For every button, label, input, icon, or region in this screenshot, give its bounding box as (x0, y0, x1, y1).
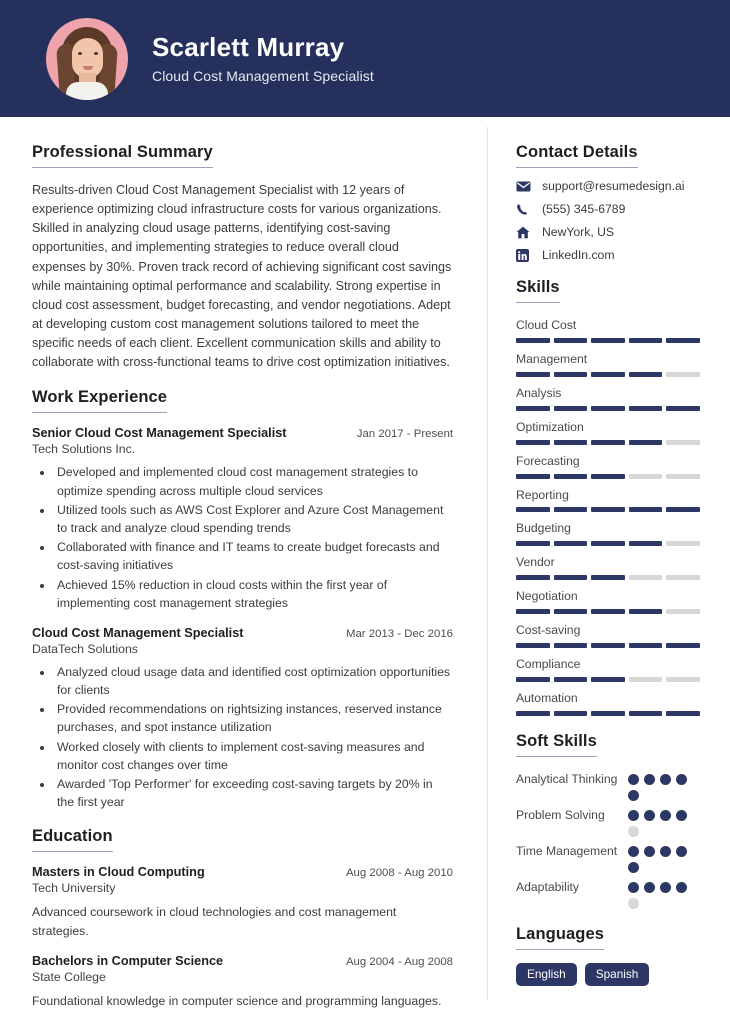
rating-dot (628, 882, 639, 893)
soft-skill-label: Problem Solving (516, 807, 605, 822)
contact-linkedin-value: LinkedIn.com (542, 248, 615, 262)
section-title-contact: Contact Details (516, 143, 638, 168)
rating-dot (628, 898, 639, 909)
job-bullet: • Developed and implemented cloud cost management strategies to optimize spending across multiple cloud services (54, 463, 453, 499)
job-company: DataTech Solutions (32, 641, 138, 656)
skill-level-bar (516, 575, 700, 580)
job-bullet: • Collaborated with finance and IT teams to create budget forecasts and cost-saving initiatives (54, 538, 453, 574)
skill-label: Vendor (516, 555, 555, 570)
soft-skill-row (516, 770, 700, 801)
rating-dot (676, 846, 687, 857)
skill-segment (629, 643, 663, 648)
skill-row (516, 689, 700, 716)
contact-location-value: NewYork, US (542, 225, 615, 239)
experience-entry (32, 426, 453, 612)
skill-segment (591, 541, 625, 546)
skill-level-bar (516, 507, 700, 512)
job-bullet-list (32, 663, 453, 812)
skill-segment (629, 474, 663, 479)
skill-level-bar (516, 338, 700, 343)
skill-segment (591, 643, 625, 648)
rating-dot (628, 790, 639, 801)
skill-segment (554, 677, 588, 682)
skill-row (516, 486, 700, 513)
skill-segment (629, 677, 663, 682)
skill-segment (516, 711, 550, 716)
section-title-soft-skills: Soft Skills (516, 732, 597, 757)
rating-dot (644, 846, 655, 857)
rating-dot (660, 774, 671, 785)
soft-skill-rating (628, 806, 700, 837)
skill-label: Optimization (516, 419, 584, 434)
skill-segment (516, 677, 550, 682)
education-entry (32, 865, 453, 940)
skill-segment (666, 406, 700, 411)
skill-segment (666, 541, 700, 546)
job-bullet-list (32, 463, 453, 612)
resume-body (0, 117, 730, 1024)
soft-skill-rating (628, 842, 700, 873)
rating-dot (644, 882, 655, 893)
degree-description: Foundational knowledge in computer science and programming languages. (32, 994, 442, 1009)
degree-title: Masters in Cloud Computing (32, 865, 205, 880)
school-name: State College (32, 970, 106, 985)
skill-segment (591, 338, 625, 343)
skill-row (516, 384, 700, 411)
skill-segment (591, 440, 625, 445)
skill-row (516, 655, 700, 682)
contact-item-location[interactable] (516, 225, 700, 239)
avatar-eye-right (94, 52, 98, 55)
header-text-block (152, 33, 374, 85)
experience-entry-header (32, 626, 453, 640)
resume-header (0, 0, 730, 117)
skill-segment (629, 507, 663, 512)
education-entry-header (32, 954, 453, 968)
skill-segment (554, 541, 588, 546)
rating-dot (676, 882, 687, 893)
rating-dot (628, 846, 639, 857)
skill-segment (516, 643, 550, 648)
degree-title: Bachelors in Computer Science (32, 954, 224, 969)
skill-level-bar (516, 474, 700, 479)
skill-segment (591, 711, 625, 716)
job-bullet: • Awarded 'Top Performer' for exceeding cost-saving targets by 20% in the first year (54, 775, 453, 811)
candidate-role: Cloud Cost Management Specialist (152, 68, 374, 85)
main-column (0, 117, 487, 1024)
skill-segment (629, 541, 663, 546)
skill-label: Automation (516, 690, 578, 705)
rating-dot (628, 826, 639, 837)
job-date: Mar 2013 - Dec 2016 (345, 627, 453, 640)
section-contact-details (516, 143, 700, 262)
skill-segment (666, 474, 700, 479)
soft-skill-label: Time Management (516, 843, 618, 858)
education-entry-header (32, 865, 453, 879)
summary-text: Results-driven Cloud Cost Management Specialist with 12 years of experience optimizing cloud infrastructure costs for various organizations. Skilled in analyzing cloud usage patterns, identifying cost-saving opportunities, and implementing strategies to reduce overall cloud expenses by 30%. Proven track record of achieving significant cost savings while maintaining optimal performance and scalability. Strong expertise in cloud cost assessment, budget forecasting, and vendor negotiations. Adept at developing custom cost management solutions tailored to meet the specific needs of each client. Excellent communication skills and ability to collaborate with cross-functional teams to drive cost optimization initiatives. (32, 183, 452, 370)
skill-segment (591, 575, 625, 580)
soft-skill-rating (628, 878, 700, 909)
skill-row (516, 418, 700, 445)
skill-segment (554, 440, 588, 445)
skill-level-bar (516, 643, 700, 648)
rating-dot (644, 774, 655, 785)
rating-dot (628, 810, 639, 821)
candidate-name: Scarlett Murray (152, 31, 345, 62)
skill-segment (629, 372, 663, 377)
sidebar-column (488, 117, 730, 1024)
skill-level-bar (516, 541, 700, 546)
envelope-icon (516, 179, 533, 193)
soft-skill-label: Analytical Thinking (516, 771, 618, 786)
skill-segment (666, 440, 700, 445)
language-tag[interactable]: Spanish (585, 963, 650, 987)
avatar-shirt (66, 82, 108, 100)
skill-row (516, 452, 700, 479)
skill-segment (666, 677, 700, 682)
experience-entry (32, 626, 453, 812)
job-bullet: • Utilized tools such as AWS Cost Explorer and Azure Cost Management to track and analyze cloud spending trends (54, 501, 453, 537)
soft-skills-list (516, 770, 700, 909)
skill-segment (554, 406, 588, 411)
contact-phone-value: (555) 345-6789 (542, 202, 626, 216)
rating-dot (676, 810, 687, 821)
skill-segment (554, 474, 588, 479)
skill-segment (629, 406, 663, 411)
skill-segment (516, 372, 550, 377)
skill-segment (516, 474, 550, 479)
degree-description: Advanced coursework in cloud technologies and cost management strategies. (32, 905, 397, 938)
rating-dot (660, 810, 671, 821)
education-entry (32, 954, 453, 1010)
skill-level-bar (516, 609, 700, 614)
soft-skill-label: Adaptability (516, 879, 580, 894)
skill-label: Negotiation (516, 589, 578, 604)
skill-level-bar (516, 406, 700, 411)
soft-skill-row (516, 842, 700, 873)
skill-row (516, 587, 700, 614)
skill-segment (516, 338, 550, 343)
section-skills (516, 278, 700, 716)
skill-level-bar (516, 372, 700, 377)
skill-segment (516, 575, 550, 580)
home-icon (516, 225, 533, 239)
job-date: Jan 2017 - Present (356, 428, 453, 441)
skill-segment (516, 541, 550, 546)
skill-segment (591, 372, 625, 377)
section-education (32, 827, 453, 1010)
contact-item-email[interactable] (516, 179, 700, 193)
section-soft-skills (516, 732, 700, 909)
job-bullet: • Worked closely with clients to implement cost-saving measures and monitor cost changes over time (54, 738, 453, 774)
language-tag[interactable]: English (516, 963, 577, 987)
skill-row (516, 553, 700, 580)
skill-segment (554, 643, 588, 648)
skill-segment (591, 474, 625, 479)
degree-date: Aug 2008 - Aug 2010 (345, 867, 453, 880)
job-company: Tech Solutions Inc. (32, 442, 136, 457)
skill-label: Management (516, 351, 588, 366)
skill-segment (516, 406, 550, 411)
skill-segment (591, 677, 625, 682)
skill-segment (591, 507, 625, 512)
skill-segment (554, 711, 588, 716)
section-work-experience (32, 388, 453, 811)
skill-row (516, 316, 700, 343)
skill-label: Cost-saving (516, 623, 581, 638)
skill-segment (666, 338, 700, 343)
section-title-languages: Languages (516, 925, 604, 950)
skill-segment (554, 372, 588, 377)
skill-label: Forecasting (516, 453, 580, 468)
skill-level-bar (516, 711, 700, 716)
skill-segment (629, 338, 663, 343)
experience-entry-header (32, 426, 453, 440)
skill-segment (591, 406, 625, 411)
skill-label: Cloud Cost (516, 318, 577, 332)
section-title-skills: Skills (516, 278, 560, 303)
skill-segment (629, 609, 663, 614)
skill-segment (666, 507, 700, 512)
rating-dot (644, 810, 655, 821)
skill-segment (554, 575, 588, 580)
skill-row (516, 350, 700, 377)
contact-list (516, 179, 700, 262)
skill-segment (554, 609, 588, 614)
skill-segment (516, 440, 550, 445)
rating-dot (660, 882, 671, 893)
skill-segment (554, 338, 588, 343)
linkedin-icon (516, 248, 533, 262)
skill-segment (591, 609, 625, 614)
skill-label: Compliance (516, 657, 581, 672)
job-title: Cloud Cost Management Specialist (32, 625, 244, 640)
skills-list (516, 316, 700, 716)
section-title-education: Education (32, 827, 113, 852)
section-languages (516, 925, 700, 987)
profile-photo (46, 18, 128, 100)
soft-skill-row (516, 878, 700, 909)
section-professional-summary (32, 143, 453, 372)
skill-segment (554, 507, 588, 512)
skill-segment (516, 609, 550, 614)
skill-segment (666, 372, 700, 377)
skill-segment (666, 643, 700, 648)
phone-icon (516, 202, 533, 216)
skill-label: Reporting (516, 487, 569, 502)
school-name: Tech University (32, 881, 116, 896)
contact-item-linkedin[interactable] (516, 248, 700, 262)
job-bullet: • Analyzed cloud usage data and identified cost optimization opportunities for clients (54, 663, 453, 699)
skill-segment (629, 440, 663, 445)
skill-row (516, 519, 700, 546)
soft-skill-rating (628, 770, 700, 801)
skill-level-bar (516, 677, 700, 682)
soft-skill-row (516, 806, 700, 837)
languages-list (516, 963, 700, 987)
section-title-summary: Professional Summary (32, 143, 213, 168)
contact-item-phone[interactable] (516, 202, 700, 216)
rating-dot (660, 846, 671, 857)
degree-date: Aug 2004 - Aug 2008 (345, 956, 453, 969)
skill-segment (629, 575, 663, 580)
contact-email-value: support@resumedesign.ai (542, 179, 685, 193)
skill-segment (666, 575, 700, 580)
job-title: Senior Cloud Cost Management Specialist (32, 426, 287, 441)
section-title-experience: Work Experience (32, 388, 167, 413)
skill-segment (516, 507, 550, 512)
avatar-eye-left (78, 52, 82, 55)
skill-level-bar (516, 440, 700, 445)
skill-segment (629, 711, 663, 716)
avatar-face (72, 38, 103, 78)
rating-dot (628, 862, 639, 873)
rating-dot (676, 774, 687, 785)
skill-segment (666, 711, 700, 716)
skill-label: Analysis (516, 385, 562, 400)
job-bullet: • Provided recommendations on rightsizing instances, reserved instance purchases, and spot instance utilization (54, 700, 453, 736)
job-bullet: • Achieved 15% reduction in cloud costs within the first year of implementing cost management strategies (54, 576, 453, 612)
skill-segment (666, 609, 700, 614)
avatar-mouth (83, 66, 93, 70)
rating-dot (628, 774, 639, 785)
skill-label: Budgeting (516, 521, 571, 536)
skill-row (516, 621, 700, 648)
